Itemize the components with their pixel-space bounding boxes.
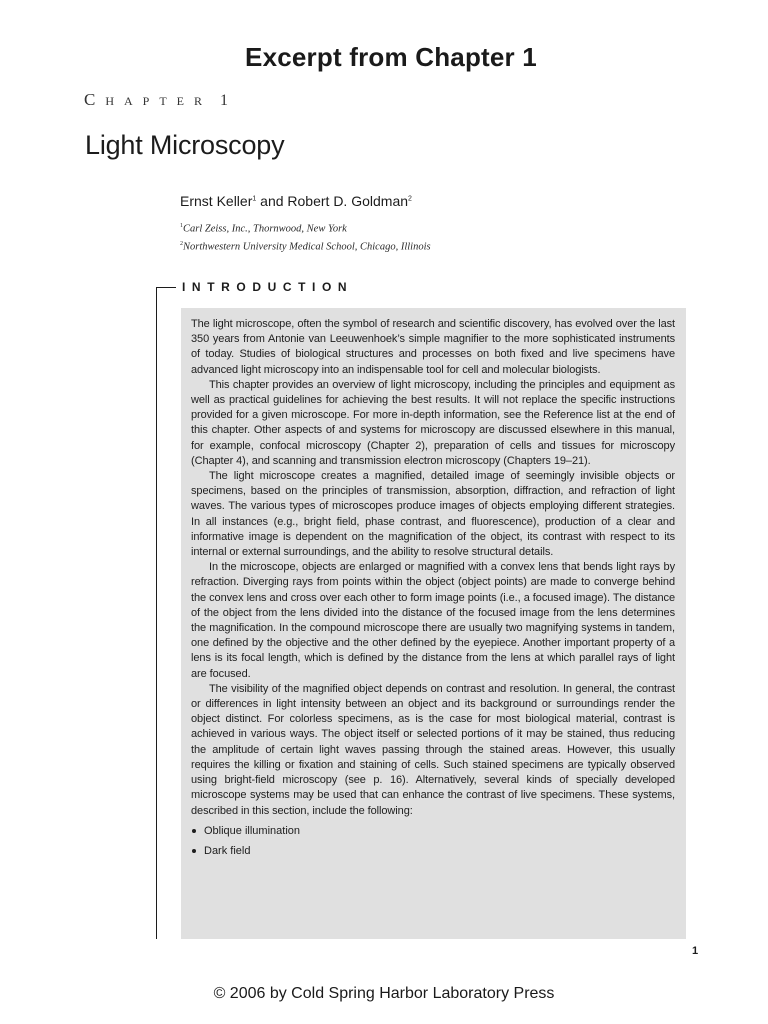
affiliation-superscript: 1 [180, 223, 183, 229]
author-name: Ernst Keller [180, 193, 253, 209]
chapter-label [84, 90, 228, 110]
body-paragraph: The light microscope creates a magnified, detailed image of seemingly invisible objects or specimens, based on the principles of transmission, absorption, diffraction, and refraction of light waves. The various types of microscopes produce images of objects employing different strategies. In all instances (e.g., bright field, phase contrast, and fluorescence), production of a clear and informative image is dependent on the magnification of the object, its contrast with respect to its internal or external surroundings, and the ability to resolve structural details. [191, 470, 675, 559]
section-bracket-top [156, 287, 176, 288]
affiliation-text: Carl Zeiss, Inc., Thornwood, New York [183, 223, 347, 235]
introduction-box [181, 308, 686, 939]
affiliation-line [180, 219, 431, 237]
page-number: 1 [692, 945, 699, 957]
list-item-text: Oblique illumination [204, 824, 300, 837]
excerpt-title: Excerpt from Chapter 1 [245, 42, 537, 72]
list-item-text: Dark field [204, 844, 251, 857]
body-paragraph: The light microscope, often the symbol of research and scientific discovery, has evolved over the last 350 years from Antonie van Leeuwenhoek’s simple magnifier to the more sophisticated instruments of today. Studies of biological structures and processes on both fixed and live specimens have advanced light microscopy into an indispensable tool for cell and molecular biologists. [191, 318, 675, 376]
author-conjunction: and [256, 193, 288, 209]
body-paragraph: In the microscope, objects are enlarged or magnified with a convex lens that bends light rays by refraction. Diverging rays from points within the object (object points) are made to converge behind the convex lens and cross over each other to form image points (i.e., a focused image). The distance of the object from the lens divided into the distance of the focused image from the lens determines the magnification. In the compound microscope there are usually two magnifying systems in tandem, one defined by the objective and the other defined by the eyepiece. Another important property of a lens is its focal length, which is defined by the distance from the lens at which parallel rays of light are focused. [191, 561, 675, 680]
bullet-icon [192, 829, 196, 833]
affiliation-superscript: 2 [180, 240, 183, 247]
bullet-icon [192, 849, 196, 853]
chapter-number: 1 [220, 92, 229, 109]
list-item [191, 821, 675, 841]
author-line [180, 193, 412, 209]
list-item [191, 841, 675, 861]
chapter-word: Chapter [84, 90, 213, 109]
chapter-title: Light Microscopy [85, 130, 285, 160]
body-paragraph: The visibility of the magnified object depends on contrast and resolution. In general, the contrast or differences in light intensity between an object and its background or surroundings render the object distinct. For colorless specimens, as is the case for most biological material, contrast is achieved in various ways. The object itself or selected portions of it may be stained, thus reducing the amplitude of certain light waves passing through the stained areas. However, this usually requires the killing or fixation and staining of cells. Such stained specimens are typically observed using bright-field microscopy (see p. 16). Alternatively, several kinds of specially developed microscope systems may be used that can enhance the contrast of live specimens. These systems, described in this section, include the following: [191, 682, 675, 817]
body-paragraph: This chapter provides an overview of light microscopy, including the principles and equipment as well as practical guidelines for achieving the best results. It will not replace the specific instructions provided for a given microscope. For more in-depth information, see the Reference list at the end of this chapter. Other aspects of and systems for microscopy are discussed elsewhere in this manual, for example, confocal microscopy (Chapter 2), preparation of cells and tissues for microscopy (Chapter 4), and scanning and transmission electron microscopy (Chapters 19–21). [191, 378, 675, 467]
author-superscript: 1 [252, 195, 257, 203]
author-name: Robert D. Goldman [287, 193, 409, 209]
bullet-list [191, 821, 675, 861]
affiliation-text: Northwestern University Medical School, Chicago, Illinois [183, 241, 431, 252]
affiliations [180, 219, 431, 254]
section-bracket-rule [156, 287, 157, 939]
section-heading: INTRODUCTION [182, 280, 354, 294]
author-superscript: 2 [408, 195, 412, 203]
copyright-notice: © 2006 by Cold Spring Harbor Laboratory Press [213, 985, 555, 1002]
affiliation-line [180, 237, 431, 255]
